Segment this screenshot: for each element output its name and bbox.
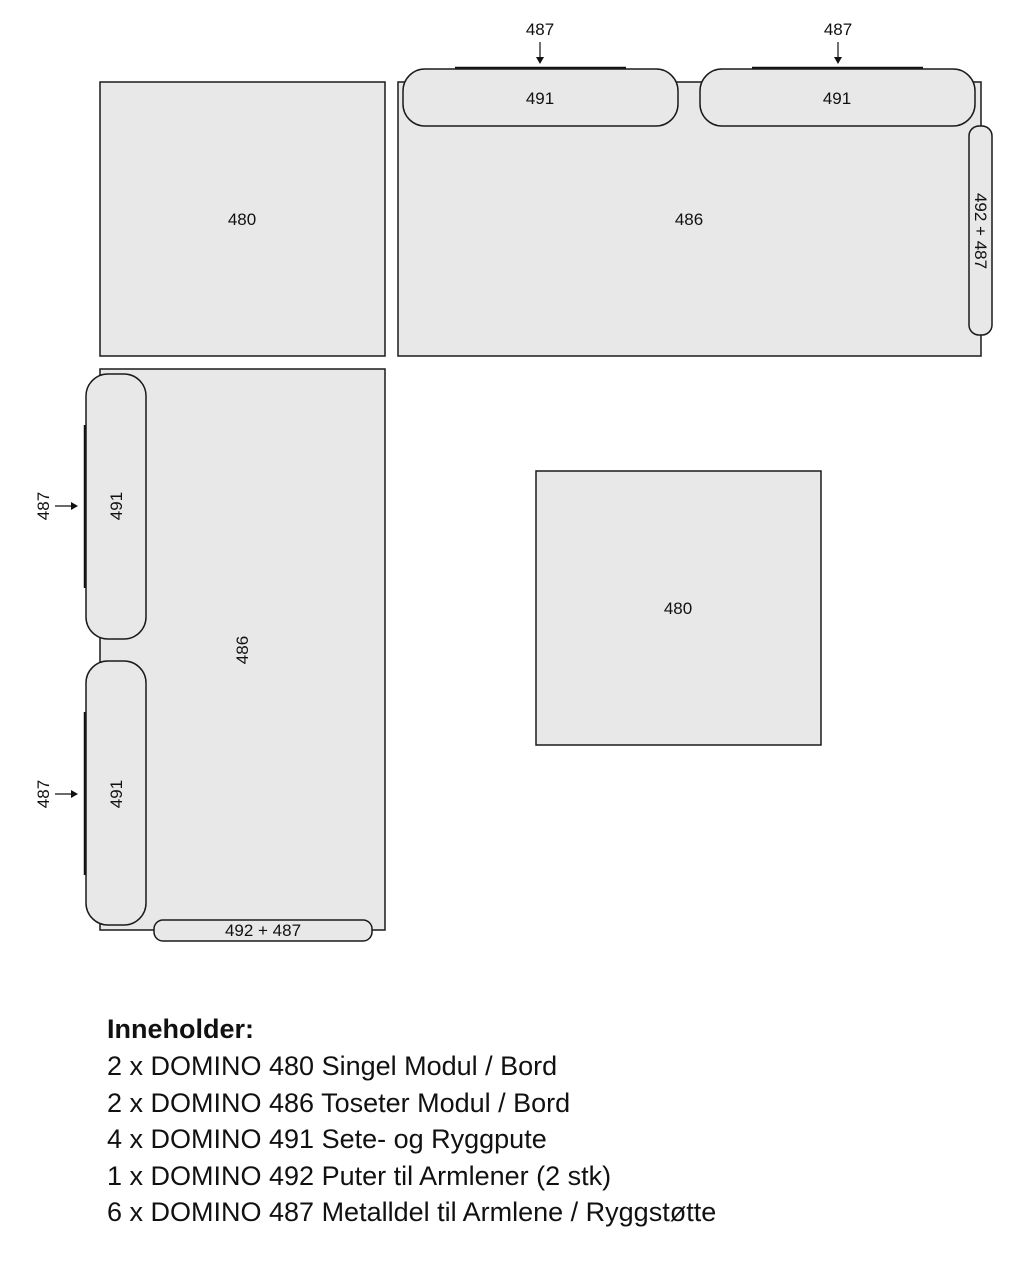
legend-title: Inneholder: — [107, 1014, 254, 1044]
armrest-492-top-label: 492 + 487 — [971, 192, 990, 270]
callout-487-left-lower-label: 487 — [34, 779, 53, 809]
armrest-492-left-label: 492 + 487 — [224, 921, 302, 940]
legend-item: 2 x DOMINO 480 Singel Modul / Bord — [107, 1051, 558, 1081]
arrowhead-487-top-right — [834, 57, 842, 64]
module-480-top-left-label: 480 — [227, 210, 257, 229]
arrowhead-487-top-left — [536, 57, 544, 64]
callout-487-top-right-label: 487 — [823, 20, 853, 39]
module-486-left-label: 486 — [233, 635, 252, 665]
arrowhead-487-left-upper — [71, 502, 78, 510]
contents-legend — [107, 1010, 987, 1231]
callout-487-top-left-label: 487 — [525, 20, 555, 39]
legend-item: 6 x DOMINO 487 Metalldel til Armlene / Ryggstøtte — [107, 1197, 717, 1227]
cushion-491-left-lower-label: 491 — [107, 779, 126, 809]
legend-item: 2 x DOMINO 486 Toseter Modul / Bord — [107, 1087, 571, 1118]
cushion-491-top-left-label: 491 — [525, 89, 555, 108]
module-480-right-label: 480 — [663, 599, 693, 618]
legend-item: 4 x DOMINO 491 Sete- og Ryggpute — [107, 1124, 547, 1154]
cushion-491-left-upper-label: 491 — [107, 491, 126, 521]
module-486-top-label: 486 — [674, 210, 704, 229]
arrowhead-487-left-lower — [71, 790, 78, 798]
cushion-491-top-right-label: 491 — [822, 89, 852, 108]
legend-item: 1 x DOMINO 492 Puter til Armlener (2 stk) — [107, 1160, 612, 1191]
callout-487-left-upper-label: 487 — [34, 491, 53, 521]
